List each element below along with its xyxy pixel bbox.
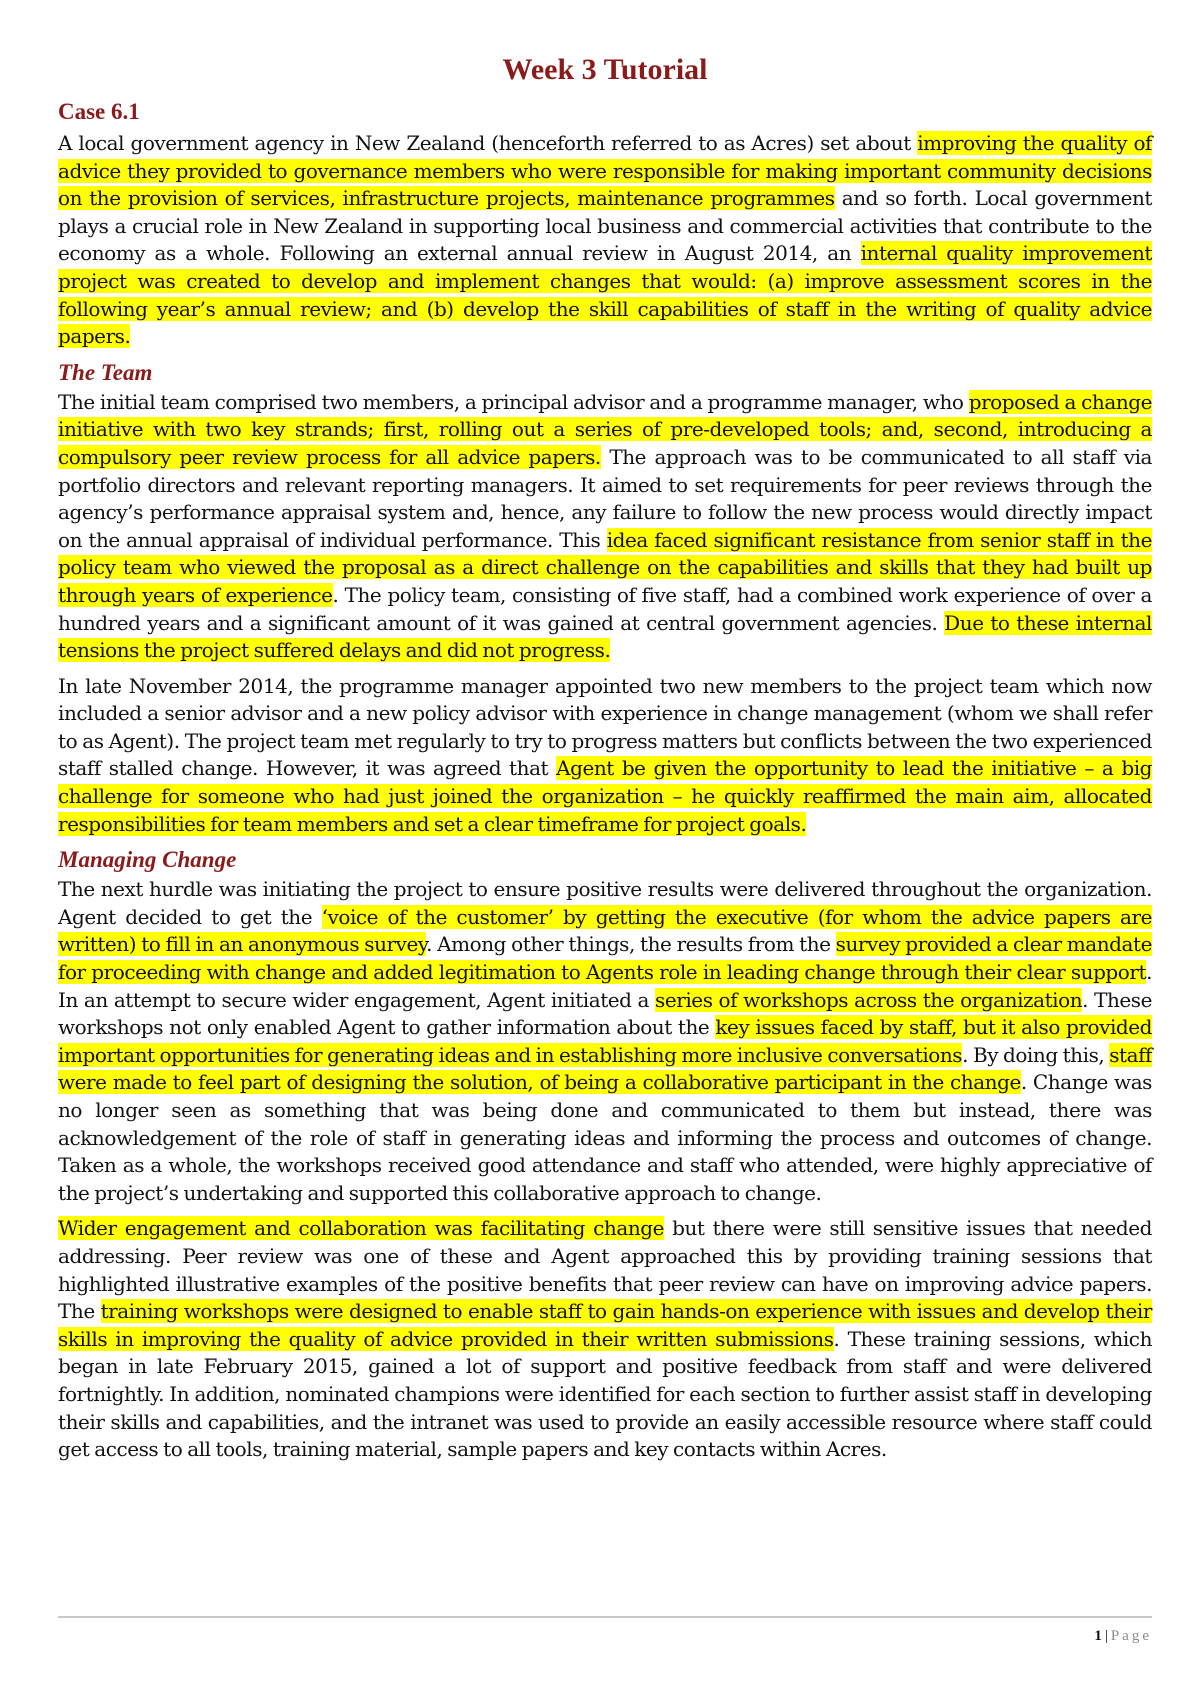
highlighted-text: staff were made to feel part of designing the solution, of being a collaborative participant in the change bbox=[58, 1042, 1152, 1095]
text-run: . Among other things, the results from the bbox=[426, 932, 836, 957]
text-run: The initial team comprised two members, a principal advisor and a programme manager, who bbox=[58, 389, 969, 414]
page-label: Page bbox=[1110, 1628, 1152, 1644]
highlighted-text: training workshops were designed to enable staff to gain hands-on experience with issues and develop their skills in improving the quality of advice provided in their written submissions bbox=[58, 1299, 1152, 1351]
highlighted-text: improving the quality of advice they provided to governance members who were responsible for making important community decisions on the provision of services, infrastructure projects, maintenance programmes bbox=[58, 131, 1152, 211]
case-heading: Case 6.1 bbox=[58, 99, 140, 124]
document-body bbox=[58, 130, 1152, 1464]
text-run: . The policy team, consisting of five staff, had a combined work experience of over a hundred years and a significant amount of it was gained at central government agencies. bbox=[58, 582, 1152, 635]
section-heading: The Team bbox=[58, 359, 153, 385]
text-run: . These workshops not only enabled Agent to gather information about the bbox=[58, 987, 1152, 1040]
text-run: A local government agency in New Zealand (henceforth referred to as Acres) set about bbox=[58, 131, 918, 155]
section-heading: Managing Change bbox=[58, 847, 237, 873]
highlighted-text: idea faced significant resistance from senior staff in the policy team who viewed the proposal as a direct challenge on the capabilities and skills that they had built up through years of experience bbox=[58, 527, 1152, 607]
footer-rule bbox=[58, 1616, 1152, 1618]
body-paragraph bbox=[58, 1215, 1152, 1463]
highlighted-text: survey provided a clear mandate for proceeding with change and added legitimation to Agents role in leading change through their clear support bbox=[58, 932, 1152, 985]
document-page bbox=[58, 52, 1152, 1472]
highlighted-text: key issues faced by staff, but it also provided important opportunities for generating ideas and in establishing more inclusive conversations bbox=[58, 1015, 1152, 1067]
text-run: . These training sessions, which began in late February 2015, gained a lot of support and positive feedback from staff and were delivered fortnightly. In addition, nominated champions were identified for each section to further assist staff in developing their skills and capabilities, and the intranet was used to provide an easily accessible resource where staff could get access to all tools, training material, sample papers and key contacts within Acres. bbox=[58, 1326, 1152, 1462]
page-number bbox=[1094, 1628, 1152, 1645]
highlighted-text: Due to these internal tensions the project suffered delays and did not progress. bbox=[58, 610, 1152, 663]
text-run: . In an attempt to secure wider engagement, Agent initiated a bbox=[58, 960, 1152, 1012]
highlighted-text: proposed a change initiative with two key strands; first, rolling out a series of pre-developed tools; and, second, introducing a compulsory peer review process for all advice papers. bbox=[58, 389, 1152, 469]
page-title: Week 3 Tutorial bbox=[502, 53, 708, 86]
text-run: The approach was to be communicated to all staff via portfolio directors and relevant reporting managers. It aimed to set requirements for peer reviews through the agency’s performance appraisal system and, hence, any failure to follow the new process would directly impact on the annual appraisal of individual performance. This bbox=[58, 444, 1153, 552]
highlighted-text: ‘voice of the customer’ by getting the executive (for whom the advice papers are written) to fill in an anonymous survey bbox=[58, 904, 1152, 957]
highlighted-text: series of workshops across the organization bbox=[655, 987, 1083, 1012]
highlighted-text: internal quality improvement project was created to develop and implement changes that would: (a) improve assessment scores in the following year’s annual review; and (b) develop the skill capabilities of staff in the writing of quality advice papers. bbox=[58, 241, 1152, 349]
text-run: . By doing this, bbox=[962, 1042, 1110, 1067]
text-run: but there were still sensitive issues that needed addressing. Peer review was one of these and Agent approached this by providing training sessions that highlighted illustrative examples of the positive benefits that peer review can have on improving advice papers. The bbox=[58, 1216, 1152, 1324]
body-paragraph bbox=[58, 673, 1152, 839]
text-run: In late November 2014, the programme manager appointed two new members to the project team which now included a senior advisor and a new policy advisor with experience in change management (whom we shall refer to as Agent). The project team met regularly to try to progress matters but conflicts between the two experienced staff stalled change. However, it was agreed that bbox=[58, 673, 1152, 781]
highlighted-text: Wider engagement and collaboration was facilitating change bbox=[58, 1216, 664, 1241]
text-run: . Change was no longer seen as something that was being done and communicated to them but instead, there was acknowledgement of the role of staff in generating ideas and informing the process and outcomes of change. Taken as a whole, the workshops received good attendance and staff who attended, were highly appreciative of the project’s undertaking and supported this collaborative approach to change. bbox=[58, 1070, 1152, 1205]
page-number-value: 1 bbox=[1094, 1628, 1102, 1644]
body-paragraph bbox=[58, 876, 1152, 1207]
page-number-separator: | bbox=[1104, 1628, 1108, 1644]
text-run: and so forth. Local government plays a crucial role in New Zealand in supporting local business and commercial activities that contribute to the economy as a whole. Following an external annual review in August 2014, an bbox=[58, 186, 1153, 266]
body-paragraph bbox=[58, 130, 1152, 351]
text-run: The next hurdle was initiating the project to ensure positive results were delivered throughout the organization. Agent decided to get the bbox=[58, 877, 1152, 929]
highlighted-text: Agent be given the opportunity to lead the initiative – a big challenge for someone who had just joined the organization – he quickly reaffirmed the main aim, allocated responsibilities for team members and set a clear timeframe for project goals. bbox=[58, 756, 1152, 836]
body-paragraph bbox=[58, 389, 1152, 665]
